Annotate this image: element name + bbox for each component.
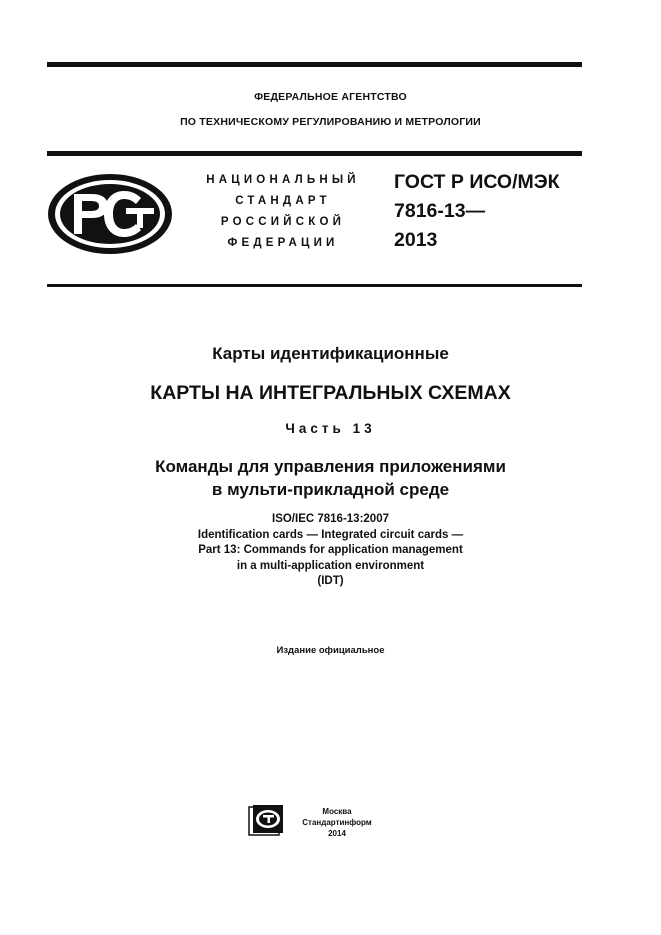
agency-line-2: ПО ТЕХНИЧЕСКОМУ РЕГУЛИРОВАНИЮ И МЕТРОЛОГИИ <box>180 116 481 128</box>
intl-line-1: ISO/IEC 7816-13:2007 <box>272 513 389 525</box>
agency-line-1: ФЕДЕРАЛЬНОЕ АГЕНТСТВО <box>254 91 407 103</box>
national-line-4: ФЕДЕРАЦИИ <box>227 237 339 249</box>
international-standard <box>0 512 661 590</box>
part-number: Часть 13 <box>285 421 376 436</box>
publisher-city: Москва <box>322 807 352 816</box>
subtitle <box>0 455 661 501</box>
intl-line-3: Part 13: Commands for application management <box>198 544 463 557</box>
subtitle-line-2: в мульти-прикладной среде <box>211 480 450 499</box>
designation-line-3: 2013 <box>394 229 438 251</box>
title-line-2: КАРТЫ НА ИНТЕГРАЛЬНЫХ СХЕМАХ <box>150 382 511 404</box>
top-rule <box>47 62 582 67</box>
intl-line-5: (IDT) <box>317 575 344 588</box>
header-rule <box>47 151 582 156</box>
intl-line-2: Identification cards — Integrated circuit cards — <box>197 528 464 541</box>
publisher-year: 2014 <box>328 829 346 838</box>
national-line-1: НАЦИОНАЛЬНЫЙ <box>206 174 360 186</box>
publisher-name: Стандартинформ <box>302 818 372 827</box>
national-standard-label <box>190 170 376 254</box>
subtitle-line-1: Команды для управления приложениями <box>155 457 506 476</box>
standard-designation <box>394 168 560 255</box>
edition-label: Издание официальное <box>276 645 385 656</box>
title-line-1: Карты идентификационные <box>212 344 449 363</box>
designation-line-1: ГОСТ Р ИСО/МЭК <box>394 171 560 193</box>
national-line-3: РОССИЙСКОЙ <box>220 216 346 228</box>
national-line-2: СТАНДАРТ <box>235 195 331 207</box>
gost-r-certification-logo-icon <box>46 172 174 256</box>
publisher-info <box>296 806 378 839</box>
designation-line-2: 7816-13— <box>394 200 486 222</box>
intl-line-4: in a multi-application environment <box>236 559 425 572</box>
standard-rule <box>47 284 582 287</box>
standartinform-logo-icon <box>247 803 287 837</box>
